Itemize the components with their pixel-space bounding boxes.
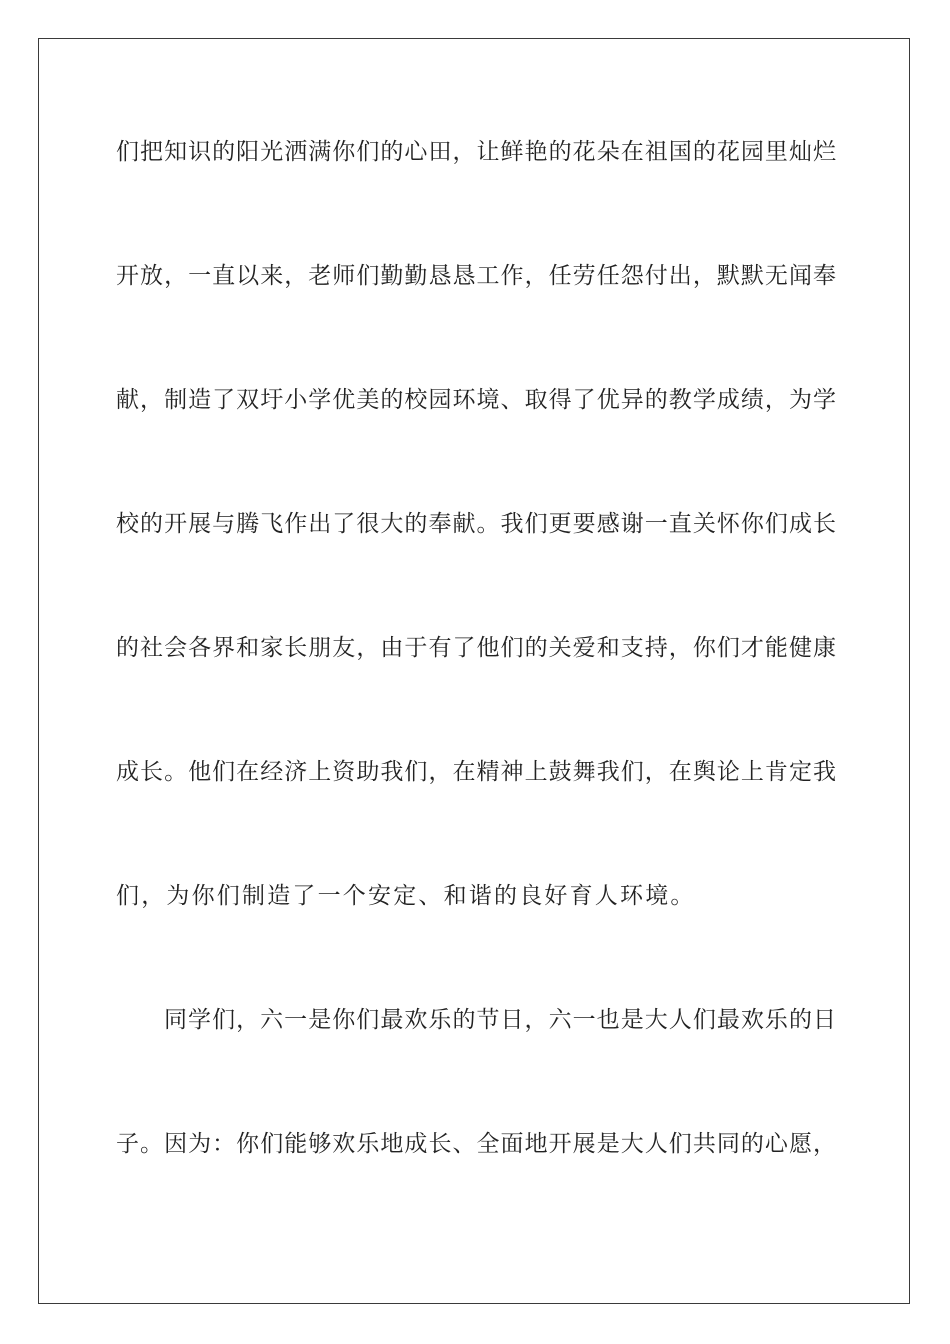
paragraph-line-5: 的社会各界和家长朋友，由于有了他们的关爱和支持，你们才能健康 bbox=[116, 635, 836, 661]
paragraph-line-2: 开放，一直以来，老师们勤勤恳恳工作，任劳任怨付出，默默无闻奉 bbox=[116, 263, 836, 289]
paragraph-line-4: 校的开展与腾飞作出了很大的奉献。我们更要感谢一直关怀你们成长 bbox=[116, 511, 836, 537]
paragraph-line-6: 成长。他们在经济上资助我们，在精神上鼓舞我们，在舆论上肯定我 bbox=[116, 759, 836, 785]
paragraph-line-9: 子。因为：你们能够欢乐地成长、全面地开展是大人们共同的心愿， bbox=[116, 1131, 836, 1157]
paragraph-line-3: 献，制造了双圩小学优美的校园环境、取得了优异的教学成绩，为学 bbox=[116, 387, 836, 413]
paragraph-line-8: 同学们，六一是你们最欢乐的节日，六一也是大人们最欢乐的日 bbox=[164, 1007, 836, 1033]
page-border bbox=[38, 38, 910, 1304]
paragraph-line-7: 们，为你们制造了一个安定、和谐的良好育人环境。 bbox=[116, 883, 696, 909]
paragraph-line-1: 们把知识的阳光洒满你们的心田，让鲜艳的花朵在祖国的花园里灿烂 bbox=[116, 139, 836, 165]
